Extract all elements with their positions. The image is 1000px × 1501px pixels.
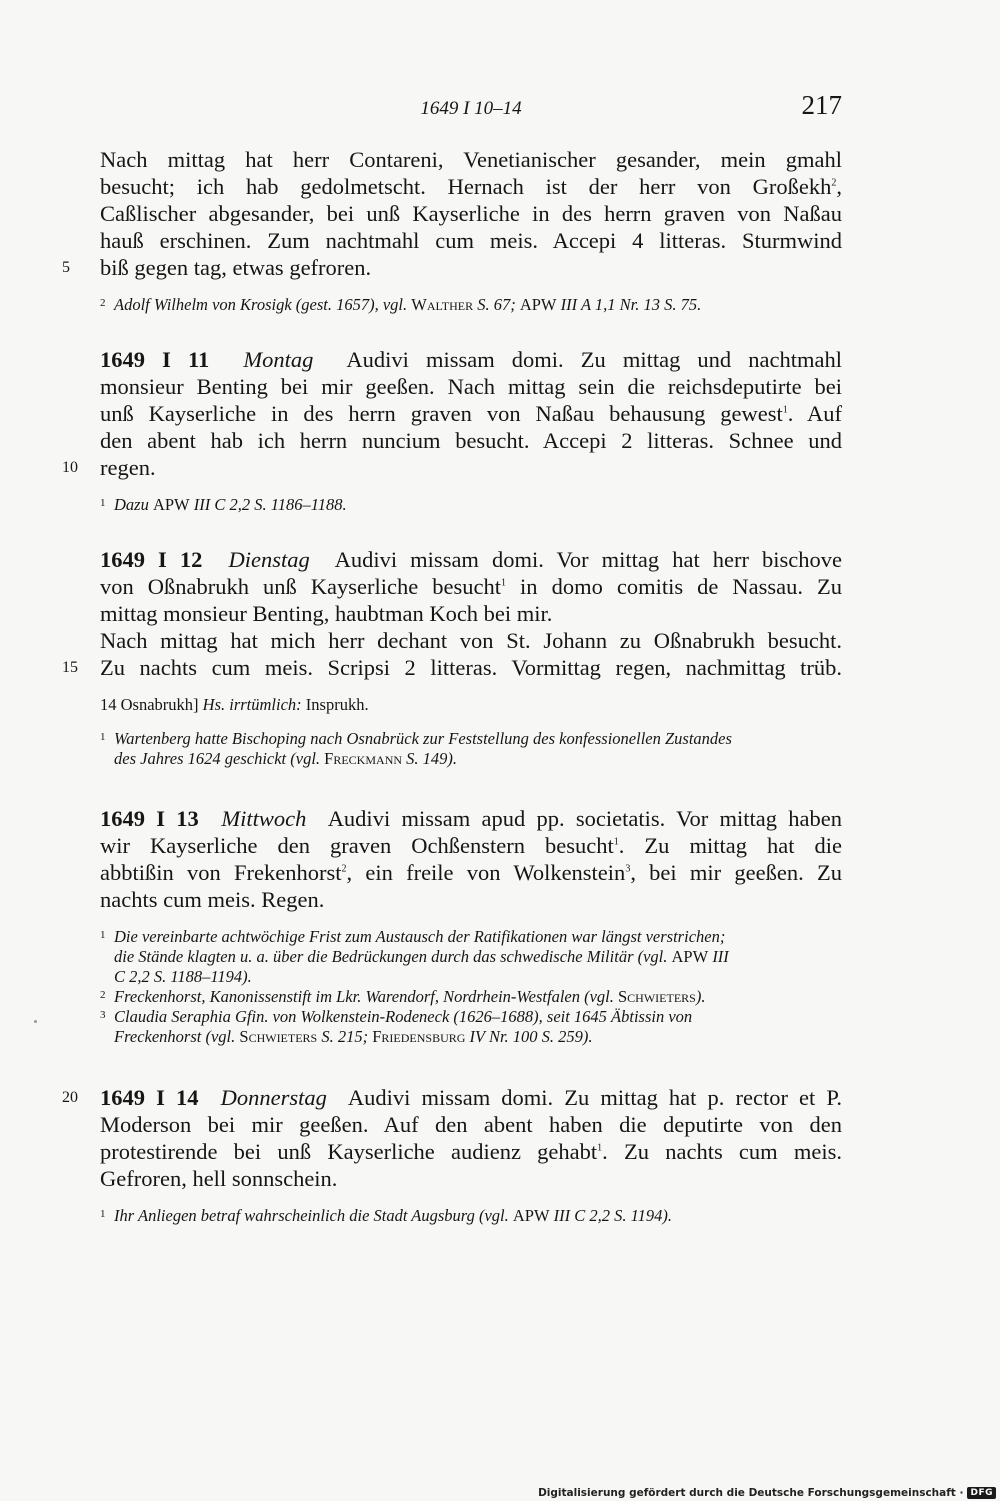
- footnote: 3 Claudia Seraphia Gfin. von Wolkenstein-Rodeneck (1626–1688), seit 1645 Äbtissin von Freckenhorst (vgl. Schwieters S. 215; Friedensburg IV Nr. 100 S. 259).: [100, 1007, 693, 1046]
- text-line: 20 1649 I 14 Donnerstag Audivi missam domi. Zu mittag hat p. rector et P.: [62, 1085, 842, 1110]
- footnotes: [100, 927, 842, 1047]
- text-line: monsieur Benting bei mir geeßen. Nach mittag sein die reichsdeputirte bei: [100, 374, 842, 399]
- text-line: besucht; ich hab gedolmetscht. Hernach ist der herr von Großekh$^2$,: [100, 174, 842, 199]
- text-line: Gefroren, hell sonnschein.: [100, 1166, 338, 1191]
- text-line: 10 regen.: [62, 455, 156, 480]
- digitization-credit: [538, 1487, 1000, 1499]
- text-line: protestirende bei unß Kayserliche audienz gehabt$^1$. Zu nachts cum meis.: [100, 1139, 842, 1164]
- page-number: 217: [801, 90, 842, 120]
- text-line: nachts cum meis. Regen.: [100, 887, 325, 912]
- text-line: hauß erschinen. Zum nachtmahl cum meis. Accepi 4 litteras. Sturmwind: [100, 228, 842, 253]
- text-line: Caßlischer abgesander, bei unß Kayserliche in des herrn graven von Naßau: [100, 201, 842, 226]
- text-line: von Oßnabrukh unß Kayserliche besucht$^1$ in domo comitis de Nassau. Zu: [100, 574, 843, 599]
- footnotes: [100, 695, 842, 769]
- text-line: 1649 I 13 Mittwoch Audivi missam apud pp. societatis. Vor mittag haben: [100, 806, 842, 831]
- footnote: 2 Adolf Wilhelm von Krosigk (gest. 1657), vgl. Walther S. 67; APW III A 1,1 Nr. 13 S. 75.: [100, 295, 702, 314]
- text-line: mittag monsieur Benting, haubtman Koch bei mir.: [100, 601, 553, 626]
- footnote: 1 Ihr Anliegen betraf wahrscheinlich die Stadt Augsburg (vgl. APW III C 2,2 S. 1194).: [100, 1206, 673, 1225]
- entry-weekday: Donnerstag: [220, 1085, 327, 1110]
- footnote: 1 Dazu APW III C 2,2 S. 1186–1188.: [100, 495, 347, 514]
- entry-continuation: [62, 146, 842, 315]
- footnotes: [100, 295, 842, 315]
- line-number: 5: [62, 259, 70, 276]
- entry-date: 1649 I 13: [100, 806, 199, 831]
- dfg-logo: DFG: [967, 1487, 996, 1499]
- entry-weekday: Montag: [243, 347, 314, 372]
- main-text: [62, 146, 843, 1226]
- footnote: 2 Freckenhorst, Kanonissenstift im Lkr. Warendorf, Nordrhein-Westfalen (vgl. Schwieters).: [100, 987, 706, 1006]
- entry-date: 1649 I 14: [100, 1085, 199, 1110]
- text-line: Nach mittag hat mich herr dechant von St. Johann zu Oßnabrukh besucht.: [100, 628, 842, 653]
- text-line: den abent hab ich herrn nuncium besucht. Accepi 2 litteras. Schnee und: [100, 428, 842, 453]
- entry-1649-i-13: [100, 805, 842, 1047]
- critical-apparatus: 14 Osnabrukh] Hs. irrtümlich: Insprukh.: [100, 695, 369, 714]
- credit-text: Digitalisierung gefördert durch die Deutsche Forschungsgemeinschaft ·: [538, 1487, 964, 1499]
- line-number: 15: [62, 659, 78, 676]
- entry-1649-i-11: [62, 346, 842, 515]
- entry-weekday: Dienstag: [228, 547, 310, 572]
- entry-date: 1649 I 12: [100, 547, 203, 572]
- text-line: abbtißin von Frekenhorst$^2$, ein freile von Wolkenstein$^3$, bei mir geeßen. Zu: [100, 860, 842, 885]
- text-line: 5 biß gegen tag, etwas gefroren.: [62, 255, 372, 280]
- footnotes: [100, 1206, 842, 1226]
- text-line: Nach mittag hat herr Contareni, Venetianischer gesander, mein gmahl: [100, 147, 842, 172]
- entry-1649-i-12: [62, 546, 843, 769]
- text-line: wir Kayserliche den graven Ochßenstern besucht$^1$. Zu mittag hat die: [100, 833, 842, 858]
- line-number: 20: [62, 1089, 78, 1106]
- text-line: 1649 I 11 Montag Audivi missam domi. Zu mittag und nachtmahl: [100, 347, 842, 372]
- entry-1649-i-14: [62, 1084, 842, 1226]
- footnote: 1 Die vereinbarte achtwöchige Frist zum Austausch der Ratifikationen war längst verstrichen; die Stände klagten u. a. über die Bedrückungen durch das schwedische Militär (vgl. APW III C 2,2 S. 1188–1194).: [100, 927, 729, 986]
- text-line: Moderson bei mir geeßen. Auf den abent haben die deputirte von den: [100, 1112, 842, 1137]
- running-title: 1649 I 10–14: [420, 98, 522, 119]
- footnote: 1 Wartenberg hatte Bischoping nach Osnabrück zur Feststellung des konfessionellen Zustandes des Jahres 1624 geschickt (vgl. Freckmann S. 149).: [100, 729, 732, 768]
- text-line: 15 Zu nachts cum meis. Scripsi 2 litteras. Vormittag regen, nachmittag trüb.: [62, 655, 842, 680]
- text-line: unß Kayserliche in des herrn graven von Naßau behausung gewest$^1$. Auf: [100, 401, 842, 426]
- line-number: 10: [62, 459, 78, 476]
- entry-weekday: Mittwoch: [221, 806, 307, 831]
- entry-date: 1649 I 11: [100, 347, 210, 372]
- text-line: 1649 I 12 Dienstag Audivi missam domi. Vor mittag hat herr bischove: [100, 547, 843, 572]
- footnotes: [100, 495, 842, 515]
- scan-speck: [34, 1020, 37, 1023]
